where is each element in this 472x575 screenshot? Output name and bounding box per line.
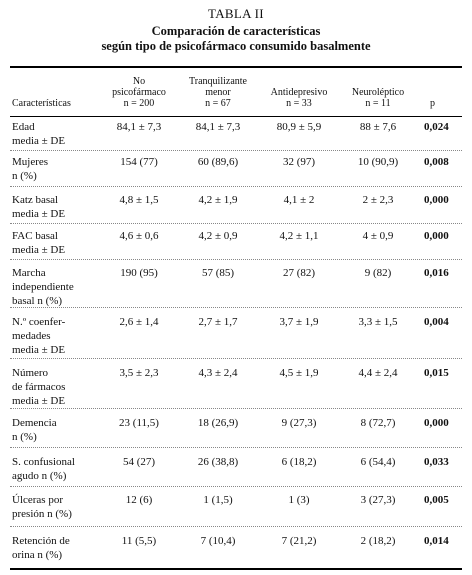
row-label: Número de fármacos media ± DE	[12, 367, 66, 407]
cell-neuro: 3 (27,3)	[360, 494, 396, 506]
cell-tranq: 1 (1,5)	[203, 494, 233, 506]
row-separator	[10, 408, 462, 409]
cell-no: 84,1 ± 7,3	[116, 121, 162, 133]
row-label: Edad media ± DE	[12, 121, 66, 147]
row-separator	[10, 223, 462, 224]
header-caracteristicas: Características	[12, 98, 71, 109]
title-line-1: Comparación de características	[151, 24, 321, 38]
cell-anti: 7 (21,2)	[281, 535, 317, 547]
cell-p-value: 0,000	[424, 194, 449, 206]
cell-no: 4,8 ± 1,5	[119, 194, 159, 206]
cell-p-value: 0,000	[424, 230, 449, 242]
row-separator	[10, 259, 462, 260]
cell-neuro: 88 ± 7,6	[359, 121, 397, 133]
table-label: TABLA II	[208, 6, 264, 21]
cell-p-value: 0,008	[424, 156, 449, 168]
row-separator	[10, 447, 462, 448]
row-separator	[10, 358, 462, 359]
cell-neuro: 2 ± 2,3	[362, 194, 394, 206]
cell-no: 3,5 ± 2,3	[119, 367, 159, 379]
header-antidepresivo: Antidepresivo n = 33	[270, 87, 328, 109]
row-label: Úlceras por presión n (%)	[12, 494, 72, 520]
cell-anti: 80,9 ± 5,9	[276, 121, 322, 133]
row-separator	[10, 307, 462, 308]
row-label: S. confusional agudo n (%)	[12, 456, 75, 482]
row-label: Marcha independiente basal n (%)	[12, 267, 74, 307]
row-separator	[10, 150, 462, 151]
row-label: Retención de orina n (%)	[12, 535, 70, 561]
row-label: Mujeres n (%)	[12, 156, 49, 182]
cell-tranq: 18 (26,9)	[197, 417, 239, 429]
header-p: p	[430, 98, 435, 109]
cell-tranq: 84,1 ± 7,3	[195, 121, 241, 133]
cell-p-value: 0,024	[424, 121, 449, 133]
row-label: Demencia n (%)	[12, 417, 57, 443]
top-rule	[10, 66, 462, 68]
row-label: Katz basal media ± DE	[12, 194, 66, 220]
cell-no: 4,6 ± 0,6	[119, 230, 159, 242]
cell-neuro: 4 ± 0,9	[362, 230, 394, 242]
cell-tranq: 57 (85)	[201, 267, 235, 279]
row-separator	[10, 186, 462, 187]
cell-no: 190 (95)	[120, 267, 158, 279]
cell-p-value: 0,014	[424, 535, 449, 547]
cell-tranq: 4,2 ± 0,9	[198, 230, 238, 242]
cell-anti: 3,7 ± 1,9	[279, 316, 319, 328]
cell-neuro: 4,4 ± 2,4	[358, 367, 398, 379]
cell-no: 12 (6)	[125, 494, 153, 506]
cell-tranq: 4,2 ± 1,9	[198, 194, 238, 206]
header-rule	[10, 116, 462, 117]
row-separator	[10, 486, 462, 487]
cell-neuro: 10 (90,9)	[357, 156, 399, 168]
row-label: N.º coenfer- medades media ± DE	[12, 316, 66, 356]
cell-neuro: 9 (82)	[364, 267, 392, 279]
header-no-psicofarmaco: No psicofármaco n = 200	[112, 76, 166, 109]
cell-neuro: 8 (72,7)	[360, 417, 396, 429]
cell-neuro: 6 (54,4)	[360, 456, 396, 468]
row-separator	[10, 526, 462, 527]
cell-anti: 9 (27,3)	[281, 417, 317, 429]
cell-p-value: 0,016	[424, 267, 449, 279]
cell-anti: 6 (18,2)	[281, 456, 317, 468]
title-line-2: según tipo de psicofármaco consumido basalmente	[101, 39, 371, 53]
cell-tranq: 4,3 ± 2,4	[198, 367, 238, 379]
cell-no: 154 (77)	[120, 156, 158, 168]
cell-p-value: 0,033	[424, 456, 449, 468]
row-label: FAC basal media ± DE	[12, 230, 66, 256]
cell-tranq: 60 (89,6)	[197, 156, 239, 168]
cell-tranq: 26 (38,8)	[197, 456, 239, 468]
table-title	[0, 24, 472, 54]
cell-tranq: 7 (10,4)	[200, 535, 236, 547]
cell-tranq: 2,7 ± 1,7	[198, 316, 238, 328]
cell-neuro: 3,3 ± 1,5	[358, 316, 398, 328]
header-tranquilizante: Tranquilizante menor n = 67	[189, 76, 247, 109]
cell-anti: 4,1 ± 2	[283, 194, 315, 206]
cell-anti: 1 (3)	[288, 494, 310, 506]
cell-p-value: 0,000	[424, 417, 449, 429]
cell-p-value: 0,004	[424, 316, 449, 328]
bottom-rule	[10, 568, 462, 570]
cell-p-value: 0,015	[424, 367, 449, 379]
cell-no: 2,6 ± 1,4	[119, 316, 159, 328]
cell-anti: 32 (97)	[282, 156, 316, 168]
cell-no: 23 (11,5)	[119, 417, 159, 429]
cell-no: 54 (27)	[122, 456, 156, 468]
cell-p-value: 0,005	[424, 494, 449, 506]
cell-no: 11 (5,5)	[121, 535, 157, 547]
cell-anti: 4,5 ± 1,9	[279, 367, 319, 379]
header-neuroleptico: Neuroléptico n = 11	[351, 87, 405, 109]
cell-anti: 4,2 ± 1,1	[279, 230, 319, 242]
cell-neuro: 2 (18,2)	[360, 535, 396, 547]
cell-anti: 27 (82)	[282, 267, 316, 279]
